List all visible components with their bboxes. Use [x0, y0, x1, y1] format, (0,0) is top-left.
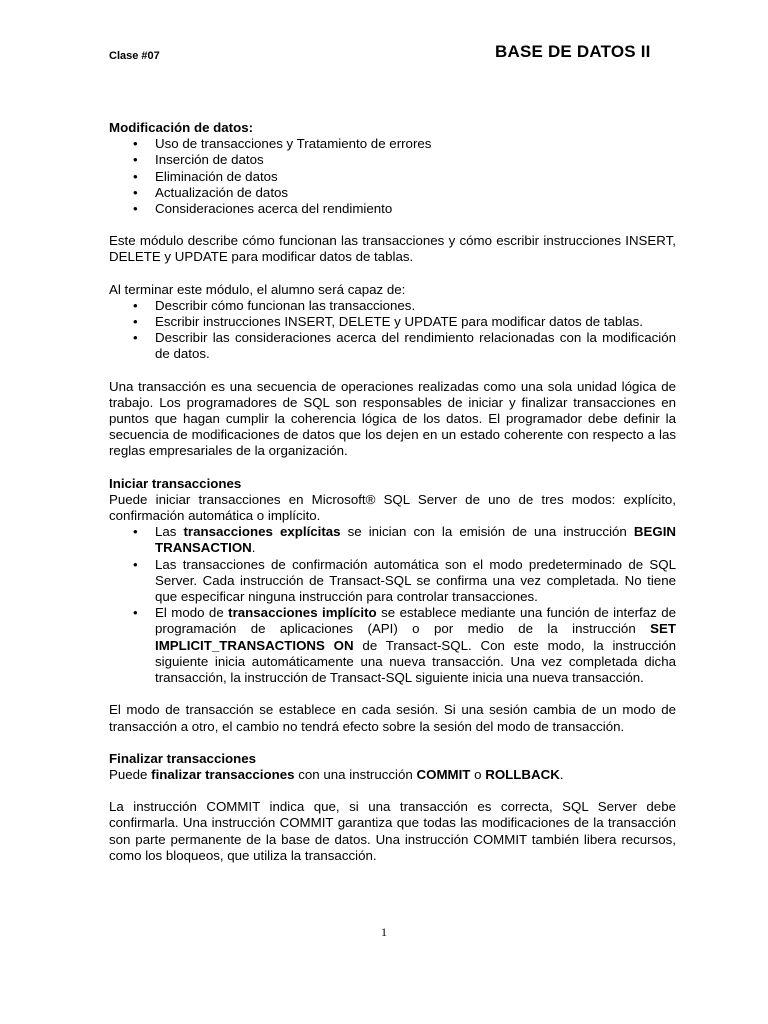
page-number: 1	[381, 925, 387, 939]
transaction-definition: Una transacción es una secuencia de operaciones realizadas como una sola unidad lógica de trabajo. Los programadores de SQL son responsables de iniciar y finalizar transacciones en puntos que hagan cumplir la coherencia lógica de los datos. El programador debe definir la secuencia de modificaciones de datos que los dejen en un estado coherente con respecto a las reglas empresariales de la organización.	[109, 378, 676, 459]
list-item-implicit	[155, 605, 676, 686]
text: con una instrucción	[294, 766, 417, 782]
topics-list	[109, 136, 676, 217]
bold-text: transacciones explícitas	[183, 524, 341, 540]
text: Las	[155, 524, 184, 540]
bold-text: BEGIN TRANSACTION	[155, 524, 676, 556]
bold-text: COMMIT	[416, 766, 471, 782]
section-title-modificacion: Modificación de datos:	[109, 120, 254, 135]
list-item: • Actualización de datos	[155, 185, 676, 201]
list-item: • Describir cómo funcionan las transacciones.	[155, 298, 676, 314]
text: .	[251, 540, 256, 556]
list-item-explicit	[155, 524, 676, 556]
list-item: • Escribir instrucciones INSERT, DELETE y UPDATE para modificar datos de tablas.	[155, 314, 676, 330]
start-intro: Puede iniciar transacciones en Microsoft® SQL Server de uno de tres modos: explícito, confirmación automática o implícito.	[109, 491, 676, 524]
list-item: • Inserción de datos	[155, 152, 676, 168]
text: .	[559, 766, 564, 782]
course-title: BASE DE DATOS II	[495, 42, 651, 61]
list-item: • Eliminación de datos	[155, 169, 676, 185]
text: El modo de	[155, 605, 229, 621]
list-item-autocommit: • Las transacciones de confirmación automática son el modo predeterminado de SQL Server. Cada instrucción de Transact-SQL se confirma una vez completada. No tiene que especificar ninguna instrucción para controlar transacciones.	[155, 557, 676, 606]
bold-text: SET IMPLICIT_TRANSACTIONS ON	[155, 621, 676, 653]
bold-text: finalizar transacciones	[151, 766, 295, 782]
text: de Transact-SQL. Con este modo, la instrucción siguiente inicia automáticamente una nueva transacción. Una vez completada dicha transacción, la instrucción de Transact-SQL siguiente inicia una nueva transacción.	[155, 637, 677, 686]
modes-list	[109, 524, 676, 686]
text: o	[470, 766, 486, 782]
section-title-finalizar: Finalizar transacciones	[109, 750, 257, 766]
bold-text: transacciones implícito	[228, 605, 377, 621]
list-item: • Uso de transacciones y Tratamiento de errores	[155, 136, 676, 152]
section-title-iniciar: Iniciar transacciones	[109, 475, 242, 491]
text: Puede	[109, 766, 152, 782]
goals-list	[109, 298, 676, 363]
class-number: Clase #07	[109, 50, 160, 62]
module-description: Este módulo describe cómo funcionan las transacciones y cómo escribir instrucciones INSERT, DELETE y UPDATE para modificar datos de tablas.	[109, 233, 676, 265]
end-intro	[109, 767, 676, 783]
goals-intro: Al terminar este módulo, el alumno será capaz de:	[109, 281, 406, 297]
commit-description: La instrucción COMMIT indica que, si una transacción es correcta, SQL Server debe confirmarla. Una instrucción COMMIT garantiza que todas las modificaciones de la transacción son parte permanente de la base de datos. Una instrucción COMMIT también libera recursos, como los bloqueos, que utiliza la transacción.	[109, 799, 676, 863]
session-note: El modo de transacción se establece en cada sesión. Si una sesión cambia de un modo de transacción a otro, el cambio no tendrá efecto sobre la sesión del modo de transacción.	[109, 702, 676, 734]
text: se establece mediante una función de interfaz de programación de aplicaciones (API) o por medio de la instrucción	[155, 605, 676, 637]
list-item: • Describir las consideraciones acerca del rendimiento relacionadas con la modificación de datos.	[155, 330, 676, 362]
bold-text: ROLLBACK	[485, 766, 560, 782]
document-body	[109, 120, 676, 880]
list-item: • Consideraciones acerca del rendimiento	[155, 201, 676, 217]
text: se inician con la emisión de una instrucción	[340, 524, 634, 540]
